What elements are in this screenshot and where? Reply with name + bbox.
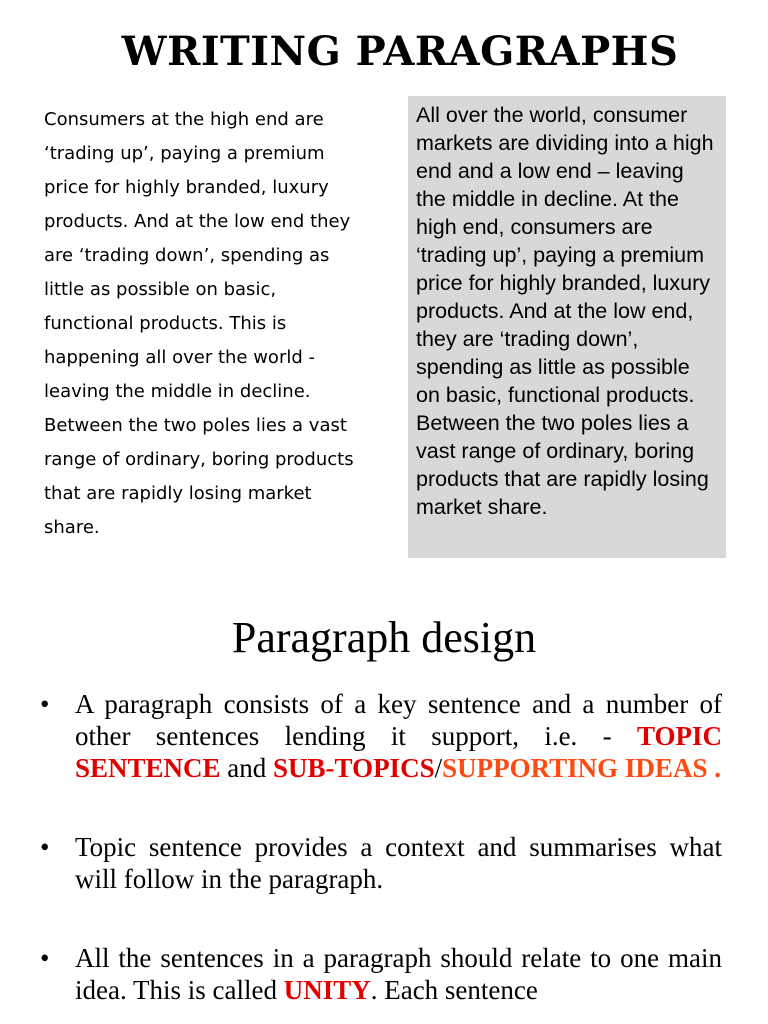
supporting-ideas-highlight: SUPPORTING IDEAS . [442, 753, 721, 783]
slash-separator: / [434, 753, 443, 783]
bullet-text: All the sentences in a paragraph should relate to one main idea. This is called [75, 943, 722, 1005]
page-title: WRITING PARAGRAPHS [121, 28, 679, 75]
section-heading: Paragraph design [231, 613, 537, 662]
bullet-text: A paragraph consists of a key sentence and a number of other sentences lending it support, i.e. - [75, 689, 722, 751]
right-example-paragraph: All over the world, consumer markets are dividing into a high end and a low end – leaving the middle in decline. At the high end, consumers are ‘trading up’, paying a premium price for highly branded, luxury products. And at the low end, they are ‘trading down’, spending as little as possible on basic, functional products. Between the two poles lies a vast range of ordinary, boring products that are rapidly losing market share. [416, 103, 714, 519]
topic-sentence-highlight: TOPIC SENTENCE [75, 721, 723, 783]
bullet-item-paragraph-structure [40, 688, 722, 784]
and-word: and [227, 753, 267, 783]
bullet-item-topic-sentence [40, 831, 722, 895]
sub-topics-highlight: SUB-TOPICS [273, 753, 435, 783]
bullet-text-continued: . Each sentence [370, 975, 538, 1005]
bullet-icon: • [40, 832, 50, 862]
bullet-list [40, 688, 722, 1006]
bullet-item-unity [40, 942, 722, 1006]
bullet-icon: • [40, 943, 50, 973]
bullet-text: Topic sentence provides a context and summarises what will follow in the paragraph. [75, 832, 722, 894]
right-example-box [408, 96, 726, 558]
bullet-icon: • [40, 689, 50, 719]
left-example-paragraph: Consumers at the high end are ‘trading up’, paying a premium price for highly branded, luxury products. And at the low end they are ‘trading down’, spending as little as possible on basic, functional products. This is happening all over the world - leaving the middle in decline. Between the two poles lies a vast range of ordinary, boring products that are rapidly losing market share. [44, 109, 354, 538]
unity-highlight: UNITY [283, 975, 371, 1005]
